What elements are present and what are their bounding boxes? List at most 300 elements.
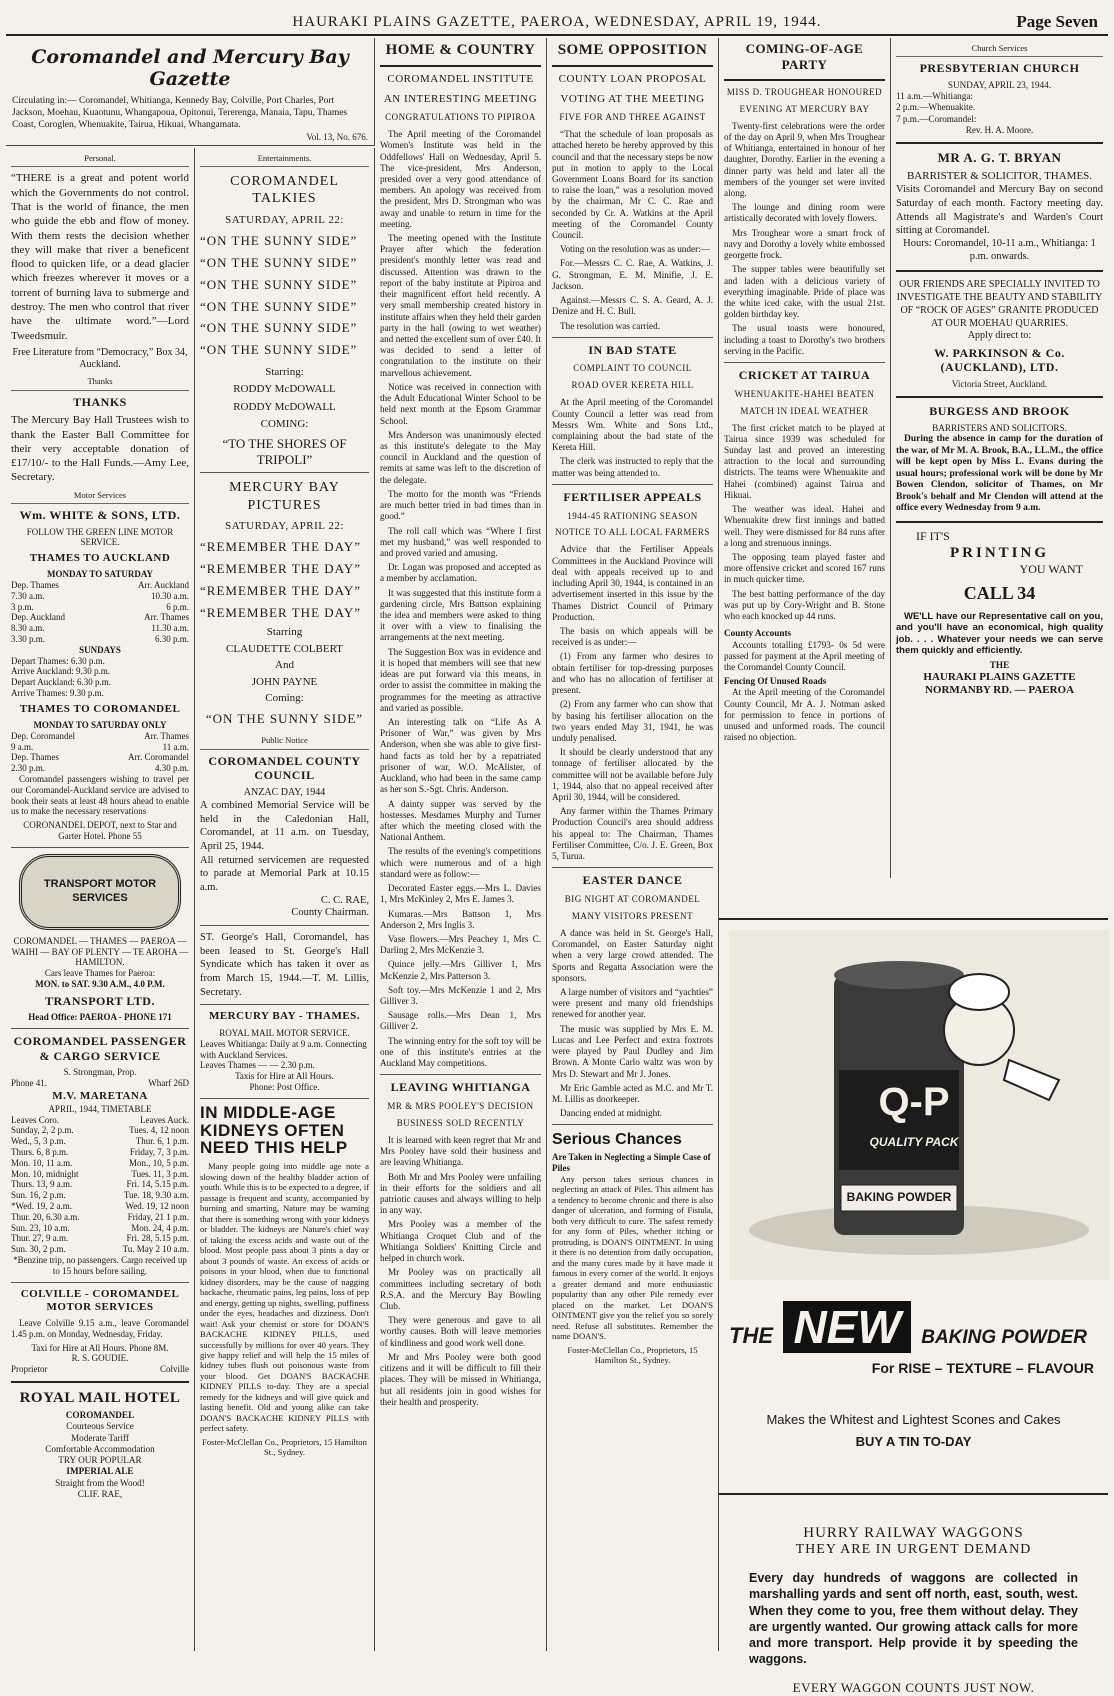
- passenger-timetable: APRIL, 1944, TIMETABLE: [48, 1103, 152, 1114]
- bryan-body: Visits Coromandel and Mercury Bay on second Saturday of each month. Factory meeting day. Attends all Magistrate's and Warden's Court sitting at Coromandel.: [896, 184, 1103, 237]
- route-thames-auckland: THAMES TO AUCKLAND: [29, 552, 171, 565]
- tt-cell: 2.30 p.m.: [11, 763, 46, 774]
- thanks-heading: THANKS: [73, 394, 127, 409]
- section-public-notice: Public Notice: [200, 733, 369, 749]
- paragraph: The resolution was carried.: [560, 320, 661, 331]
- coromandel-talkies: COROMANDEL TALKIES: [230, 174, 339, 207]
- passenger-footnote: *Benzine trip, no passengers. Cargo received up to 15 hours before sailing.: [13, 1254, 187, 1276]
- bad-state-h2: ROAD OVER KERETA HILL: [571, 380, 694, 391]
- mercury-bay-pictures: MERCURY BAY PICTURES: [229, 480, 340, 513]
- tt-cell: Mon., 10, 5 p.m.: [128, 1157, 189, 1168]
- paragraph: A large number of visitors and “yachties” were present and many old friendships renewed for another year.: [552, 987, 713, 1020]
- tt-cell: Arr. Coromandel: [128, 752, 189, 763]
- pictures-date: SATURDAY, APRIL 22:: [225, 519, 344, 532]
- masthead: [6, 0, 1108, 36]
- royal-line: Straight from the Wood!: [55, 1477, 145, 1488]
- church-line: 2 p.m.—Whenuakite.: [896, 102, 976, 113]
- divider: [11, 1282, 189, 1283]
- tt-cell: 3.30 p.m.: [11, 634, 46, 645]
- paragraph: The roll call which was “Where I first met my husband,” was well responded to and proved varied and amusing.: [380, 525, 541, 558]
- railway-foot: EVERY WAGGON COUNTS JUST NOW.: [792, 1679, 1035, 1695]
- starring-label: Starring:: [265, 366, 304, 379]
- paragraph: Any farmer within the Thames Primary Production Council's area should address his appeal to: The Chairman, Thames Fertiliser Committee, C/o. J. E. Green, Box 5, Turua.: [552, 806, 713, 862]
- sundays-heading: SUNDAYS: [79, 644, 121, 655]
- royal-line: IMPERIAL ALE: [66, 1466, 134, 1477]
- tt-cell: 11 a.m.: [162, 741, 189, 752]
- tt-cell: Friday, 7, 3 p.m.: [129, 1146, 189, 1157]
- paragraph: The motto for the month was “Friends are much better tried in bad times than in good.”: [380, 488, 541, 522]
- tt-cell: Dep. Coromandel: [11, 730, 75, 741]
- paragraph: The opposing team played faster and more offensive cricket and scored 167 runs in much quicker time.: [724, 552, 885, 585]
- anzac-body-2: All returned servicemen are requested to parade at Memorial Park at 10.15 a.m.: [200, 854, 369, 893]
- tt-cell: Mon. 10, midnight: [11, 1168, 79, 1179]
- leaving-sub: MR & MRS POOLEY'S DECISION: [387, 1100, 534, 1111]
- tt-cell: Arr. Auckland: [138, 580, 189, 591]
- bad-state-h1: COMPLAINT TO COUNCIL: [573, 363, 692, 374]
- days-mon-sat-only: MONDAY TO SATURDAY ONLY: [33, 720, 167, 731]
- passenger-note: Coromandel passengers wishing to travel per our Coromandel-Auckland service are advised to book their seats at least 48 hours ahead to enable us to make the necessary reservations: [11, 774, 189, 817]
- divider: [552, 484, 713, 485]
- tt-cell: 8.30 a.m.: [11, 623, 45, 634]
- royal-line: Moderate Tariff: [71, 1432, 129, 1443]
- railway-h1: HURRY RAILWAY WAGGONS: [803, 1525, 1024, 1541]
- paragraph: It should be clearly understood that any tonnage of fertiliser allocated by the committee will not be available before July 1, 1944, also that no appeal received after April 30, 1944, will be considered.: [552, 747, 713, 803]
- divider: [380, 1074, 541, 1075]
- divider: [896, 142, 1103, 144]
- colville-body: Leave Colville 9.15 a.m., leave Coromandel 1.45 p.m. on Monday, Wednesday, Friday.: [11, 1317, 189, 1339]
- mercury-mail-taxis: Taxis for Hire at All Hours.: [235, 1071, 334, 1082]
- royal-title: ROYAL MAIL HOTEL: [19, 1389, 181, 1406]
- church-line: 7 p.m.—Coromandel:: [896, 113, 977, 124]
- sunday-line: Arrive Auckland: 9.30 p.m.: [11, 666, 110, 677]
- paragraph: The supper tables were beautifully set and laden with a delicious variety of everything imaginable. Pride of place was the white iced cake, with the usual 21st. golden birthday key.: [724, 264, 885, 320]
- leaving-headline: LEAVING WHITIANGA: [390, 1080, 531, 1095]
- serious-chances-headline: Serious Chances: [552, 1131, 682, 1149]
- colville-taxi: Taxi for Hire at All Hours. Phone 8M.: [31, 1342, 169, 1353]
- paragraph: Mrs Troughear wore a smart frock of navy and Dorothy a lovely white embossed georgette frock.: [724, 227, 885, 261]
- royal-place: COROMANDEL: [65, 1410, 135, 1421]
- tt-cell: Wed. 19, 12 noon: [125, 1200, 189, 1211]
- timetable-thames-auckland: [11, 580, 189, 645]
- tt-cell: Dep. Auckland: [11, 612, 65, 623]
- coromandel-depot: CORONANDEL DEPOT, next to Star and Garter Hotel. Phone 55: [23, 820, 177, 842]
- easter-h1: BIG NIGHT AT COROMANDEL: [564, 893, 701, 904]
- column-3: [547, 38, 719, 1651]
- printing-l1: IF IT'S: [916, 529, 950, 544]
- passenger-vessel: M.V. MARETANA: [52, 1089, 148, 1102]
- section-church: Church Services: [896, 41, 1103, 57]
- mercury-mail-title: MERCURY BAY - THAMES.: [208, 1010, 361, 1023]
- divider: [724, 79, 885, 81]
- gazette-volume: Vol. 13, No. 676.: [306, 131, 368, 142]
- anzac-sign-2: County Chairman.: [291, 907, 369, 919]
- accounts-heading: County Accounts: [724, 628, 792, 639]
- divider: [200, 472, 369, 473]
- serious-sub: Are Taken in Neglecting a Simple Case of Piles: [552, 1151, 711, 1173]
- church-rev: Rev. H. A. Moore.: [965, 124, 1034, 135]
- tt-cell: Tue. 18, 9.30 a.m.: [123, 1190, 189, 1201]
- section-personal: Personal.: [11, 151, 189, 167]
- granite-name: W. PARKINSON & Co. (AUCKLAND), LTD.: [934, 345, 1065, 375]
- coming-label: Coming:: [265, 692, 304, 705]
- starring-label: Starring: [266, 626, 303, 639]
- film-title: “ON THE SUNNY SIDE”: [200, 232, 358, 248]
- star-name: JOHN PAYNE: [251, 675, 318, 688]
- printing-addr: NORMANBY RD. — PAEROA: [924, 684, 1075, 697]
- passenger-phone: Phone 41.: [11, 1077, 47, 1088]
- paragraph: Dr. Logan was proposed and accepted as a member by acclamation.: [380, 562, 541, 584]
- printing-call: CALL 34: [963, 582, 1036, 603]
- divider: [11, 847, 189, 848]
- royal-mail-ad: [11, 1389, 189, 1500]
- paragraph: The basis on which appeals will be received is as under:—: [552, 625, 713, 648]
- divider: [896, 270, 1103, 272]
- transport-routes: COROMANDEL — THAMES — PAEROA — WAIHI — BAY OF PLENTY — TE AROHA — HAMILTON.: [11, 935, 189, 968]
- paragraph: The lounge and dining room were artistically decorated with lovely flowers.: [724, 202, 885, 224]
- paragraph: The usual toasts were honoured, including a toast to Dorothy's two brothers serving in the Pacific.: [724, 323, 885, 356]
- fertiliser-h1: 1944-45 RATIONING SEASON: [567, 510, 698, 521]
- qp-can-label: BAKING POWDER: [846, 1190, 952, 1204]
- masthead-title: HAURAKI PLAINS GAZETTE, PAEROA, WEDNESDAY, APRIL 19, 1944.: [292, 14, 822, 30]
- qp-logo: Q-P: [878, 1080, 950, 1124]
- tt-cell: Leaves Coro.: [11, 1114, 59, 1125]
- paragraph: Kumaras.—Mrs Battson 1, Mrs Anderson 2, Mrs Inglis 3.: [380, 908, 541, 930]
- column-5: [891, 38, 1108, 878]
- burgess-body: During the absence in camp for the duration of the war, of Mr M. A. Brook, B.A., LL.M., the office will be kept open by Miss L. Evans during the usual hours; professional work will be done by Mr Bowen Clendon, solicitor of Thames, on Mr Brook's behalf and Mr Clendon will attend at the office every Wednesday from 9 a.m.: [896, 434, 1103, 514]
- opposition-h2: VOTING AT THE MEETING: [560, 92, 705, 105]
- coming-h2: EVENING AT MERCURY BAY: [739, 103, 870, 114]
- divider: [11, 1028, 189, 1029]
- paragraph: Voting on the resolution was as under:—: [560, 244, 710, 255]
- burgess-name: BURGESS AND BROOK: [929, 404, 1070, 419]
- film-title: “ON THE SUNNY SIDE”: [200, 342, 358, 358]
- paragraph: The meeting opened with the Institute Prayer after which the federation president's monthly letter was read and discussed. Attention was drawn to the report of the baby institute at Pipiroa and their magnificent effort held recently. A very small membership created history in institute affairs when they held their garden party in the hall (owing to wet weather) and netted the excellent sum of over £40. It was decided to send a letter of congratulation to the institute on their marvellous achievement.: [380, 233, 541, 378]
- divider: [200, 1004, 369, 1005]
- paragraph: Mrs Anderson was unanimously elected as this institute's delegate to the May council in Auckland and the question of remits at same was left to the discretion of the delegate.: [380, 429, 541, 485]
- tt-cell: 6.30 p.m.: [154, 634, 189, 645]
- film-title: “REMEMBER THE DAY”: [200, 560, 361, 576]
- section-thanks: Thanks: [11, 374, 189, 390]
- film-title: “ON THE SUNNY SIDE”: [200, 276, 358, 292]
- days-mon-sat: MONDAY TO SATURDAY: [46, 569, 154, 580]
- paragraph: Mr Eric Gamble acted as M.C. and Mr T. M. Lillis as doorkeeper.: [552, 1082, 713, 1104]
- tt-cell: Arr. Thames: [144, 730, 189, 741]
- serious-footer: Foster-McClellan Co., Proprietors, 15 Hamilton St., Sydney.: [567, 1344, 698, 1366]
- fertiliser-h2: NOTICE TO ALL LOCAL FARMERS: [555, 527, 710, 538]
- coming-film: “ON THE SUNNY SIDE”: [205, 711, 364, 727]
- tt-cell: Wed., 5, 3 p.m.: [11, 1136, 66, 1147]
- qp-tagline: For RISE – TEXTURE – FLAVOUR: [871, 1360, 1094, 1376]
- anzac-day: ANZAC DAY, 1944: [243, 786, 326, 798]
- paragraph: Soft toy.—Mrs McKenzie 1 and 2, Mrs Gilliver 3.: [380, 984, 541, 1007]
- home-banner: HOME & COUNTRY: [385, 42, 536, 58]
- bad-state-headline: IN BAD STATE: [588, 342, 677, 357]
- paragraph: Vase flowers.—Mrs Peachey 1, Mrs C. Darling 2, Mrs McKenzie 3.: [380, 933, 541, 956]
- colville-proprietor: Proprietor: [11, 1364, 48, 1375]
- paragraph: The music was supplied by Mrs E. M. Lucas and Lee Perfect and extra foxtrots were played by Paul Dudley and Jim Brown. A Monte Carlo waltz was won by Mrs D. Stewart and Mr J. Jones.: [552, 1023, 713, 1079]
- tt-cell: Sun. 16, 2 p.m.: [11, 1190, 66, 1201]
- qp-quality: QUALITY PACK: [869, 1135, 959, 1149]
- printing-l3: YOU WANT: [1019, 561, 1083, 576]
- tt-cell: 10.30 a.m.: [151, 590, 189, 601]
- divider: [552, 867, 713, 868]
- granite-body: OUR FRIENDS ARE SPECIALLY INVITED TO INVESTIGATE THE BEAUTY AND STABILITY OF “ROCK OF AGES” GRANITE PRODUCED AT OUR MOEHAU QUARRIES.: [896, 278, 1103, 329]
- thanks-body: The Mercury Bay Hall Trustees wish to thank the Easter Ball Committee for their very acceptable donation of £17/10/- to the Hall Funds.—Amy Lee, Secretary.: [11, 414, 189, 484]
- qp-new: NEW: [783, 1301, 910, 1353]
- section-motor: Motor Services: [11, 488, 189, 504]
- tt-cell: Leaves Auck.: [140, 1114, 189, 1125]
- qp-product: BAKING POWDER: [921, 1327, 1087, 1348]
- divider: [11, 1381, 189, 1383]
- star-name: CLAUDETTE COLBERT: [226, 642, 343, 655]
- sunday-line: Depart Thames: 6.30 p.m.: [11, 655, 105, 666]
- timetable-thames-coromandel: [11, 731, 189, 774]
- tt-cell: *Wed. 19, 2 a.m.: [11, 1200, 73, 1211]
- democracy-literature: Free Literature from “Democracy,” Box 34, Auckland.: [12, 346, 188, 371]
- paragraph: (2) From any farmer who can show that by basing his fertiliser allocation on the two years ended May 31, 1941, he was unduly penalised.: [552, 699, 713, 743]
- colville-title: COLVILLE - COROMANDEL MOTOR SERVICES: [20, 1287, 180, 1313]
- colville-place: Colville: [160, 1364, 189, 1375]
- tt-cell: Fri. 28, 5.15 p.m.: [126, 1233, 189, 1244]
- paragraph: Both Mr and Mrs Pooley were unfailing in their efforts for the soldiers and all patriotic causes and always willing to help in any way.: [380, 1171, 541, 1216]
- transport-logo: TRANSPORT MOTOR SERVICES: [19, 854, 181, 930]
- tt-cell: 7.30 a.m.: [11, 590, 45, 601]
- paragraph: Twenty-first celebrations were the order of the day on April 9, when Mrs Troughear of Whitianga, entertained in honour of her daughter, Dorothy. Earlier in the evening a dinner party was held and later all the members of the younger set were invited along.: [724, 120, 885, 198]
- fertiliser-headline: FERTILISER APPEALS: [563, 489, 702, 504]
- paragraph: Against.—Messrs C. S. A. Geard, A. J. Denize and H. C. Bull.: [552, 295, 713, 317]
- paragraph: At the April meeting of the Coromandel County Council a letter was read from Messrs Wm. White and Sons Ltd., complaining about the bad state of the Kereta Hill.: [552, 397, 713, 453]
- easter-headline: EASTER DANCE: [582, 873, 683, 888]
- council-title: COROMANDEL COUNTY COUNCIL: [208, 753, 361, 783]
- transport-cars: Cars leave Thames for Paeroa:: [44, 968, 156, 979]
- mercury-mail-leaves: Leaves Thames — — 2.30 p.m.: [200, 1060, 315, 1071]
- paragraph: Quince jelly.—Mrs Gilliver 1, Mrs McKenzie 2, Mrs Patterson 3.: [380, 959, 541, 981]
- column-2: [375, 38, 547, 1651]
- granite-addr: Victoria Street, Auckland.: [951, 378, 1048, 389]
- bryan-hours: Hours: Coromandel, 10-11 a.m., Whitianga: 1 p.m. onwards.: [903, 237, 1096, 262]
- star-name: RODDY McDOWALL: [233, 383, 336, 396]
- tt-cell: Thur. 6, 1 p.m.: [135, 1136, 189, 1147]
- tt-cell: Friday, 21 1 p.m.: [127, 1211, 189, 1222]
- paragraph: The winning entry for the soft toy will be one of this institute's entries at the Auckland May competitions.: [380, 1035, 541, 1069]
- film-title: “REMEMBER THE DAY”: [200, 604, 361, 620]
- paragraph: Sausage rolls.—Mrs Dean 1, Mrs Gilliver 2.: [380, 1010, 541, 1032]
- tt-cell: Thurs. 13, 9 a.m.: [11, 1179, 73, 1190]
- tt-cell: Thur. 27, 9 a.m.: [11, 1233, 69, 1244]
- colville-name: R. S. GOUDIE.: [71, 1353, 129, 1364]
- passenger-timetable-table: [11, 1115, 189, 1255]
- tt-cell: Tues. 11, 3 p.m.: [131, 1168, 189, 1179]
- star-name: RODDY McDOWALL: [233, 400, 336, 413]
- passenger-ad: [11, 1034, 189, 1276]
- colville-ad: [11, 1288, 189, 1375]
- church-date: SUNDAY, APRIL 23, 1944.: [947, 79, 1052, 90]
- tt-cell: Mon. 10, 11 a.m.: [11, 1157, 73, 1168]
- opposition-h1: COUNTY LOAN PROPOSAL: [558, 73, 707, 86]
- printing-the: THE: [989, 659, 1010, 670]
- paragraph: They were generous and gave to all worthy causes. Both will leave memories of kindliness and good work well done.: [380, 1315, 541, 1348]
- paragraph: A dance was held in St. George's Hall, Coromandel, on Easter Saturday night when a very large crowd attended. The Sports and Regatta Association were the sponsors.: [552, 927, 713, 983]
- tt-cell: 4.30 p.m.: [154, 763, 189, 774]
- route-thames-coromandel: THAMES TO COROMANDEL: [19, 702, 181, 715]
- tt-cell: Mon. 24, 4 p.m.: [131, 1222, 189, 1233]
- tt-cell: 11.30 a.m.: [151, 623, 189, 634]
- royal-line: TRY OUR POPULAR: [58, 1455, 142, 1466]
- transport-name: TRANSPORT LTD.: [45, 993, 155, 1008]
- white-sons-ad: [11, 508, 189, 842]
- cricket-headline: CRICKET AT TAIRUA: [738, 368, 871, 383]
- column-1a: [6, 148, 195, 1651]
- home-h3: CONGRATULATIONS TO PIPIROA: [385, 112, 536, 123]
- serious-body: Any person takes serious chances in neglecting an attack of Piles. This ailment has a tendency to become chronic and there is also danger of ulceration, and forming of Fistula, both very difficult to cure. The safest remedy for any form of Piles, whether itching or protruding, is DOAN'S OINTMENT. In using it there is no detention from daily occupation, and the many cures made by it have made it famous in every corner of the world. It enjoys a greater demand and more enthusiastic popularity than any other Pile remedy ever placed on the market. Let DOAN'S OINTMENT give you the relief you so sorely need. Refuse all substitutes. Remember the name DOAN'S.: [552, 1173, 713, 1342]
- mercury-mail-phone: Phone: Post Office.: [249, 1081, 320, 1092]
- paragraph: Mr and Mrs Pooley were both good citizens and it will be difficult to fill their places. They will be missed in Whitianga, but all residents join in good wishes for their health and prosperity.: [380, 1351, 541, 1407]
- mercury-mail-body: Leaves Whitianga: Daily at 9 a.m. Connecting with Auckland Services.: [200, 1038, 367, 1060]
- divider: [552, 337, 713, 338]
- church-line: 11 a.m.—Whitianga:: [896, 91, 973, 102]
- sunday-line: Depart Auckland: 6.30 p.m.: [11, 677, 111, 688]
- paragraph: Mrs Pooley was a member of the Whitianga Croquet Club and of the Whitianga Soldiers' Knitting Circle and helped in church work.: [380, 1219, 541, 1264]
- qp-line: Makes the Whitest and Lightest Scones and Cakes: [766, 1412, 1061, 1427]
- tt-cell: 9 a.m.: [11, 741, 34, 752]
- paragraph: At the April meeting of the Coromandel County Council, Mr A. J. Notman asked for permission to fence in portions of unused and unformed roads. The council raised no objection.: [724, 687, 885, 743]
- cricket-h1: WHENUAKITE-HAHEI BEATEN: [734, 388, 875, 399]
- tt-cell: Tu. May 2 10 a.m.: [122, 1244, 189, 1255]
- burgess-title: BARRISTERS AND SOLICITORS.: [932, 422, 1067, 433]
- tt-cell: Dep. Thames: [11, 580, 59, 591]
- paragraph: A dainty supper was served by the hostesses. Mesdames Murphy and Turner after which the meeting closed with the National Anthem.: [380, 798, 541, 843]
- page-number: Page Seven: [1016, 12, 1098, 31]
- divider: [200, 925, 369, 926]
- kidney-body: Many people going into middle age note a slowing down of the healthy bladder action of youth. While this is to be expected to a degree, if passage is frequent and scanty, accompanied by burning and smarting, Nature may be warning that there is something wrong with your kidneys or bladder. The kidneys are Nature's chief way of taking the excess acids and waste out of the blood. Most people pass about 3 pints a day or about 3 pounds of waste. An excess of acids or poisons in your blood, when due to functional kidney disorders, may be the cause of nagging backache, rheumatic pains, leg pains, loss of pep and energy, getting up nights, swelling, puffiness under the eyes, headaches and dizziness. Don't wait! Ask your chemist or store for DOAN'S BACKACHE KIDNEY PILLS, used successfully by millions for over 40 years. They give happy relief and will help the 15 miles of kidney tubes flush out poisonous waste from your blood. Get DOAN'S BACKACHE KIDNEY PILLS to-day. They are a special remedy for the kidneys and will give quick and lasting benefit. Old and young alike can take DOAN'S BACKACHE KIDNEY PILLS with perfect safety.: [200, 1161, 369, 1434]
- tt-cell: 6 p.m.: [166, 601, 189, 612]
- paragraph: For.—Messrs C. C. Rae, A. Watkins, J. G. Strongman, E. M. Minifie, J. E. Jackson.: [552, 258, 713, 291]
- granite-apply: Apply direct to:: [967, 329, 1032, 341]
- qp-buy: BUY A TIN TO-DAY: [855, 1434, 972, 1449]
- railway-notice: [719, 1493, 1108, 1695]
- cricket-h2: MATCH IN IDEAL WEATHER: [740, 405, 869, 416]
- colville-prop-row: [11, 1364, 189, 1375]
- paragraph: An interesting talk on “Life As A Prisoner of War,” was given by Mrs Anderson, when she was able to give first-hand facts as told her by a repatriated prisoner of war, W.O. McAlister, of Auckland, who had been in the same camp as her son S.-Sgt. Chris. Anderson.: [380, 717, 541, 795]
- coming-h1: MISS D. TROUGHEAR HONOURED: [726, 86, 883, 97]
- easter-h2: MANY VISITORS PRESENT: [571, 910, 694, 921]
- paragraph: “That the schedule of loan proposals as attached hereto be hereby approved by this council and that the necessary steps be now put in motion to apply to the Local Government Loans Board for its sanction to raise the loan,” was a resolution moved by the chairman, Mr C. C. Rae and seconded by Cr. A. Watkins at the April meeting of the Coromandel County Council.: [552, 129, 713, 241]
- film-title: “ON THE SUNNY SIDE”: [200, 298, 358, 314]
- film-title: “ON THE SUNNY SIDE”: [200, 320, 358, 336]
- divider: [724, 362, 885, 363]
- paragraph: (1) From any farmer who desires to obtain fertiliser for top-dressing purposes and who has no allocation of fertiliser at present.: [552, 651, 713, 696]
- column-1b: [195, 148, 375, 1651]
- tt-cell: Sun. 30, 2 p.m.: [11, 1244, 66, 1255]
- paragraph: Accounts totalling £1793- 0s 5d were passed for payment at the April meeting of the Coromandel County Council.: [724, 639, 885, 672]
- tt-cell: Fri. 14, 5.15 p.m.: [126, 1179, 189, 1190]
- home-h2: AN INTERESTING MEETING: [383, 92, 538, 105]
- fencing-heading: Fencing Of Unused Roads: [724, 676, 827, 687]
- paragraph: Notice was received in connection with the Adult Educational Winter School to be held next month at the Epsom Grammar School.: [380, 381, 541, 426]
- divider: [552, 1124, 713, 1125]
- home-h1: COROMANDEL INSTITUTE: [387, 73, 534, 86]
- section-entertainments: Entertainments.: [200, 151, 369, 167]
- qp-new-line: [729, 1300, 1098, 1354]
- divider: [896, 521, 1103, 523]
- bryan-title: BARRISTER & SOLICITOR, THAMES.: [906, 169, 1093, 182]
- film-title: “ON THE SUNNY SIDE”: [200, 254, 358, 270]
- transport-times: MON. to SAT. 9.30 A.M., 4.0 P.M.: [35, 979, 165, 989]
- divider: [552, 65, 713, 67]
- printing-name: HAURAKI PLAINS GAZETTE: [923, 671, 1076, 684]
- tt-cell: Thur. 20, 6.30 a.m.: [11, 1211, 80, 1222]
- paragraph: Dancing ended at midnight.: [560, 1108, 663, 1119]
- talkies-date: SATURDAY, APRIL 22:: [225, 213, 344, 226]
- paragraph: It was suggested that this institute form a gardening circle, Mrs Battson explaining the idea and members were asked to thing it over with a view to finalising the arrangements at the next meeting.: [380, 587, 541, 643]
- tt-cell: Sun. 23, 10 a.m.: [11, 1222, 70, 1233]
- paragraph: The clerk was instructed to reply that the matter was being attended to.: [552, 456, 713, 478]
- divider: [380, 65, 541, 67]
- divider: [200, 1098, 369, 1099]
- tt-cell: Thurs. 6, 8 p.m.: [11, 1146, 69, 1157]
- divider: [896, 396, 1103, 398]
- gazette-title: Coromandel and Mercury Bay Gazette: [31, 46, 349, 90]
- anzac-sign: C. C. RAE,: [320, 894, 369, 906]
- leaving-sub-2: BUSINESS SOLD RECENTLY: [396, 1117, 525, 1128]
- transport-office: Head Office: PAEROA - PHONE 171: [28, 1012, 172, 1023]
- bryan-name: MR A. G. T. BRYAN: [937, 150, 1062, 166]
- church-name: PRESBYTERIAN CHURCH: [919, 61, 1080, 76]
- tt-cell: Sunday, 2, 2 p.m.: [11, 1125, 74, 1136]
- passenger-phone-row: [11, 1078, 189, 1089]
- coming-label: COMING:: [260, 418, 309, 431]
- paragraph: It is learned with keen regret that Mr and Mrs Pooley have sold their business and are leaving Whitianga.: [380, 1134, 541, 1168]
- tt-cell: Dep. Thames: [11, 752, 59, 763]
- tt-cell: Arr. Thames: [144, 612, 189, 623]
- royal-line: CLIF. RAE,: [77, 1488, 123, 1499]
- qp-the: THE: [729, 1323, 773, 1348]
- paragraph: Advice that the Fertiliser Appeals Committees in the Auckland Province will deal with appeals received up to and including April 30, 1944, is contained in an advertisement inserted in this issue by the Thames District Council of Primary Production.: [552, 544, 713, 622]
- paragraph: Decorated Easter eggs.—Mrs L. Davies 1, Mrs McKinley 2, Mrs E. James 3.: [380, 883, 541, 905]
- film-title: “REMEMBER THE DAY”: [200, 582, 361, 598]
- opposition-h3: FIVE FOR AND THREE AGAINST: [559, 112, 706, 123]
- white-sons-name: Wm. WHITE & SONS, LTD.: [19, 508, 181, 523]
- paragraph: The first cricket match to be played at Tairua since 1939 was scheduled for Sunday last and proved an interesting attraction to the local and surrounding districts. The teams were Whenuakite and Hahei (combined) against Tairua and Hikuai.: [724, 422, 885, 500]
- tweedsmuir-quote: “THERE is a great and potent world which the Governments do not control. That is the world of finance, the men who guide the ebb and flow of money. With them rests the decision whether they will make that river a beneficent flood to quicken life, or a dead glacier which freezes wherever it moves or a torrent of burning lava to submerge and destroy. The men who control that river have the ultimate word.”—Lord Tweedsmuir.: [11, 172, 189, 342]
- paragraph: The Suggestion Box was in evidence and it is hoped that members will see that new ideas are put forward via this means, in order to assist the committee in making the programmes for the meeting as attractive and varied as possible.: [380, 646, 541, 713]
- opposition-banner: SOME OPPOSITION: [557, 42, 708, 58]
- film-title: “REMEMBER THE DAY”: [200, 538, 361, 554]
- green-line: FOLLOW THE GREEN LINE MOTOR SERVICE.: [26, 526, 174, 548]
- coming-age-banner: COMING-OF-AGE PARTY: [745, 41, 864, 72]
- royal-line: Comfortable Accommodation: [45, 1443, 155, 1454]
- tt-cell: Tues. 4, 12 noon: [129, 1125, 189, 1136]
- paragraph: The results of the evening's competitions which were numerous and of a high standard were as follow:—: [380, 846, 541, 879]
- mercury-mail-sub: ROYAL MAIL MOTOR SERVICE.: [219, 1027, 350, 1038]
- paragraph: The best batting performance of the day was put up by Cory-Wright and B. Stone who each knocked up 44 runs.: [724, 588, 885, 622]
- passenger-wharf: Wharf 26D: [148, 1077, 189, 1088]
- coming-film: “TO THE SHORES OF TRIPOLI”: [222, 435, 347, 467]
- paragraph: Mr Pooley was on practically all committees including secretary of both R.S.A. and the Mercury Bay Bowling Club.: [380, 1267, 541, 1311]
- and-label: And: [275, 659, 294, 672]
- tt-cell: 3 p.m.: [11, 601, 34, 612]
- column-4: [719, 38, 891, 878]
- gazette-circulation: Circulating in:— Coromandel, Whitianga, Kennedy Bay, Colville, Port Charles, Port Jackson, Moehau, Kuaotunu, Whangapoua, Opitonui, Tererenga, Manaia, Tapu, Thames Coast, Coroglen, Whenuakite, Tairua, Hikuai, Whangamata.: [12, 96, 348, 130]
- paragraph: The weather was ideal. Hahei and Whenuakite drew first innings and batted well. They were dismissed for 84 runs after a long and strenuous innings.: [724, 504, 885, 548]
- railway-h2: THEY ARE IN URGENT DEMAND: [795, 1542, 1032, 1557]
- printing-l2: PRINTING: [949, 544, 1049, 561]
- kidney-footer: Foster-McClellan Co., Proprietors, 15 Hamilton St., Sydney.: [202, 1436, 367, 1458]
- anzac-body: A combined Memorial Service will be held in the Caledonian Hall, Coromandel, at 11 a.m. on Tuesday, April 25, 1944.: [200, 800, 369, 853]
- qp-baking-powder-ad: [719, 918, 1108, 1490]
- royal-line: Courteous Service: [66, 1421, 134, 1432]
- gazette-header: [6, 38, 375, 146]
